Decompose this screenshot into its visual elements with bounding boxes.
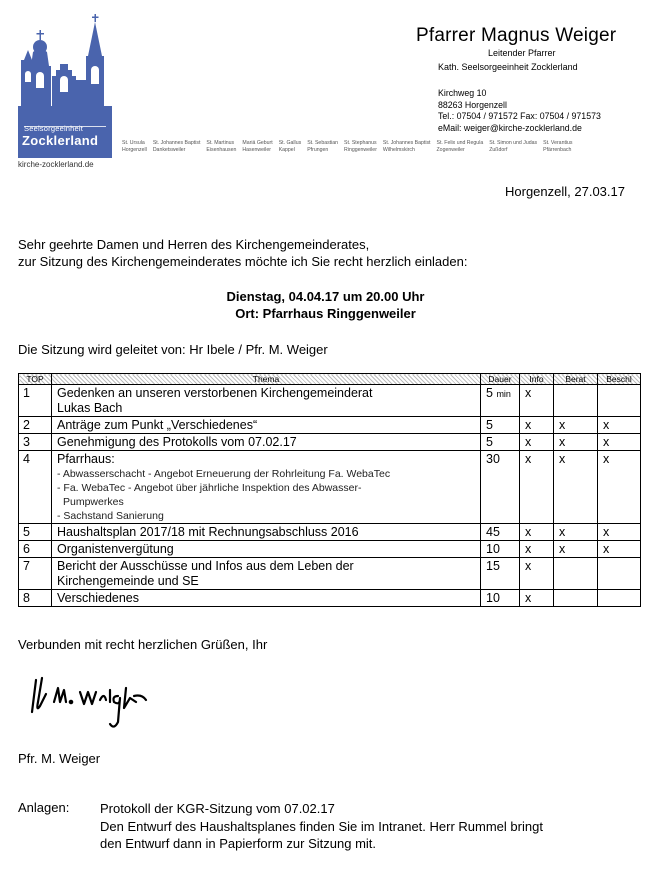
agenda-topic-line: Haushaltsplan 2017/18 mit Rechnungsabschluss 2016	[57, 525, 359, 539]
parish-church: Mariä Geburt	[242, 140, 273, 146]
parish-town: Eisenhausen	[206, 146, 237, 153]
parish-list	[122, 140, 642, 153]
agenda-duration	[481, 385, 520, 417]
parish-town: Zogenweiler	[436, 146, 465, 153]
logo-line-1: Seelsorgeeinheit	[24, 124, 84, 133]
duration-value: 5	[486, 435, 493, 449]
parish-town: Wilhelmskirch	[382, 146, 415, 153]
agenda-subtopic-line: - Abwasserschacht - Angebot Erneuerung der Rohrleitung Fa. WebaTec	[57, 468, 391, 480]
agenda-top-number: 5	[19, 524, 52, 541]
parish-item	[543, 140, 572, 153]
agenda-beschl-mark: x	[598, 524, 641, 541]
agenda-subtopic-line: Pumpwerkes	[63, 496, 124, 508]
agenda-info-mark: x	[520, 541, 554, 558]
agenda-top-number: 4	[19, 451, 52, 524]
parish-church: St. Gallus	[278, 140, 302, 146]
agenda-topic	[52, 524, 481, 541]
agenda-info-mark: x	[520, 524, 554, 541]
agenda-subtopic-line: - Sachstand Sanierung	[57, 510, 164, 522]
agenda-berat-mark: x	[554, 451, 598, 524]
agenda-topic-line: Gedenken an unseren verstorbenen Kirchengemeinderat	[57, 386, 373, 400]
sender-street: Kirchweg 10	[438, 88, 487, 98]
parish-town: Zußdorf	[489, 146, 508, 153]
letter-date: Horgenzell, 27.03.17	[505, 184, 625, 199]
header-thema: Thema	[52, 374, 481, 385]
agenda-topic	[52, 434, 481, 451]
agenda-topic-line: Anträge zum Punkt „Verschiedenes“	[57, 418, 258, 432]
agenda-duration	[481, 590, 520, 607]
agenda-row	[19, 558, 641, 590]
agenda-row	[19, 417, 641, 434]
agenda-berat-mark: x	[554, 434, 598, 451]
agenda-topic	[52, 451, 481, 524]
agenda-topic-line: Bericht der Ausschüsse und Infos aus dem Leben der	[57, 559, 354, 573]
parish-church: St. Martinus	[206, 140, 235, 146]
parish-church: St. Simon und Judas	[489, 140, 538, 146]
agenda-header-row	[19, 374, 641, 385]
agenda-berat-mark	[554, 590, 598, 607]
agenda-duration	[481, 417, 520, 434]
agenda-duration	[481, 524, 520, 541]
duration-value: 15	[486, 559, 500, 573]
agenda-topic-line: Pfarrhaus:	[57, 452, 115, 466]
sender-city: 88263 Horgenzell	[438, 100, 507, 110]
agenda-info-mark: x	[520, 558, 554, 590]
parish-town: Horgenzell	[122, 146, 147, 153]
agenda-info-mark: x	[520, 590, 554, 607]
agenda-berat-mark	[554, 558, 598, 590]
parish-church: St. Verantius	[543, 140, 573, 146]
agenda-info-mark: x	[520, 434, 554, 451]
parish-item	[153, 140, 201, 153]
attachment-line: Protokoll der KGR-Sitzung vom 07.02.17	[100, 801, 335, 816]
parish-town: Ringgenweiler	[344, 146, 377, 153]
parish-town: Hasenweiler	[242, 146, 271, 153]
agenda-beschl-mark	[598, 385, 641, 417]
parish-church: St. Sebastian	[307, 140, 339, 146]
agenda-berat-mark: x	[554, 417, 598, 434]
agenda-topic-line: Lukas Bach	[57, 401, 123, 415]
parish-item	[383, 140, 431, 153]
agenda-info-mark: x	[520, 451, 554, 524]
parish-item	[206, 140, 236, 153]
agenda-info-mark: x	[520, 417, 554, 434]
agenda-info-mark: x	[520, 385, 554, 417]
parish-item	[437, 140, 484, 153]
duration-unit: min	[496, 389, 511, 399]
meeting-date: Dienstag, 04.04.17 um 20.00 Uhr	[226, 289, 425, 304]
sender-phone: Tel.: 07504 / 971572 Fax: 07504 / 971573	[438, 111, 601, 121]
parish-town: Kappel	[278, 146, 295, 153]
header-top: TOP	[19, 374, 52, 385]
closing-text: Verbunden mit recht herzlichen Grüßen, Ihr	[18, 637, 268, 652]
sender-role: Leitender Pfarrer	[488, 48, 556, 58]
agenda-top-number: 3	[19, 434, 52, 451]
agenda-topic	[52, 385, 481, 417]
parish-item	[279, 140, 302, 153]
agenda-berat-mark: x	[554, 541, 598, 558]
meeting-chair: Die Sitzung wird geleitet von: Hr Ibele / Pfr. M. Weiger	[18, 342, 328, 357]
duration-value: 5	[486, 386, 493, 400]
duration-value: 10	[486, 591, 500, 605]
agenda-row	[19, 451, 641, 524]
agenda-top-number: 1	[19, 385, 52, 417]
parish-town: Danketsweiler	[152, 146, 186, 153]
agenda-top-number: 2	[19, 417, 52, 434]
agenda-duration	[481, 451, 520, 524]
parish-church: St. Ursula	[122, 140, 145, 146]
agenda-topic	[52, 590, 481, 607]
agenda-top-number: 8	[19, 590, 52, 607]
duration-value: 10	[486, 542, 500, 556]
header-berat: Berat	[554, 374, 598, 385]
agenda-beschl-mark: x	[598, 417, 641, 434]
logo-website: kirche-zocklerland.de	[18, 160, 94, 169]
attachment-line: Den Entwurf des Haushaltsplanes finden Sie im Intranet. Herr Rummel bringt	[100, 819, 543, 834]
meeting-place: Ort: Pfarrhaus Ringgenweiler	[235, 306, 416, 321]
agenda-topic-line: Genehmigung des Protokolls vom 07.02.17	[57, 435, 297, 449]
parish-church: St. Felix und Regula	[436, 140, 484, 146]
parish-item	[242, 140, 272, 153]
parish-town: Pfärrenbach	[543, 146, 572, 153]
agenda-subtopic-line: - Fa. WebaTec - Angebot über jährliche Inspektion des Abwasser-	[57, 482, 362, 494]
agenda-row	[19, 385, 641, 417]
logo-line-2: Zocklerland	[22, 133, 99, 148]
agenda-beschl-mark	[598, 590, 641, 607]
agenda-duration	[481, 558, 520, 590]
attachment-line: den Entwurf dann in Papierform zur Sitzung mit.	[100, 836, 377, 851]
agenda-beschl-mark	[598, 558, 641, 590]
agenda-row	[19, 434, 641, 451]
header-dauer: Dauer	[481, 374, 520, 385]
parish-item	[307, 140, 338, 153]
agenda-top-number: 6	[19, 541, 52, 558]
signer-name: Pfr. M. Weiger	[18, 751, 101, 766]
agenda-duration	[481, 434, 520, 451]
agenda-table	[18, 373, 641, 607]
parish-item	[489, 140, 537, 153]
agenda-topic	[52, 541, 481, 558]
agenda-topic-line: Kirchengemeinde und SE	[57, 574, 199, 588]
agenda-beschl-mark: x	[598, 451, 641, 524]
sender-name: Pfarrer Magnus Weiger	[416, 25, 617, 46]
agenda-berat-mark: x	[554, 524, 598, 541]
parish-church: St. Stephanus	[344, 140, 377, 146]
agenda-topic	[52, 417, 481, 434]
header-info: Info	[520, 374, 554, 385]
agenda-topic	[52, 558, 481, 590]
agenda-row	[19, 524, 641, 541]
agenda-beschl-mark: x	[598, 434, 641, 451]
duration-value: 30	[486, 452, 500, 466]
sender-unit: Kath. Seelsorgeeinheit Zocklerland	[438, 62, 578, 72]
agenda-row	[19, 590, 641, 607]
agenda-top-number: 7	[19, 558, 52, 590]
agenda-topic-line: Verschiedenes	[57, 591, 140, 605]
agenda-duration	[481, 541, 520, 558]
agenda-topic-line: Organistenvergütung	[57, 542, 174, 556]
parish-church: St. Johannes Baptist	[152, 140, 201, 146]
parish-town: Pfrungen	[307, 146, 329, 153]
attachments-label: Anlagen:	[18, 800, 70, 815]
parish-item	[122, 140, 147, 153]
duration-value: 5	[486, 418, 493, 432]
sender-email: eMail: weiger@kirche-zocklerland.de	[438, 123, 582, 133]
agenda-berat-mark	[554, 385, 598, 417]
agenda-row	[19, 541, 641, 558]
header-beschl: Beschl	[598, 374, 641, 385]
salutation: Sehr geehrte Damen und Herren des Kirchengemeinderates,	[18, 237, 370, 252]
agenda-beschl-mark: x	[598, 541, 641, 558]
parish-item	[344, 140, 377, 153]
intro-text: zur Sitzung des Kirchengemeinderates möchte ich Sie recht herzlich einladen:	[18, 254, 468, 269]
signature	[26, 672, 156, 732]
parish-church: St. Johannes Baptist	[382, 140, 431, 146]
duration-value: 45	[486, 525, 500, 539]
